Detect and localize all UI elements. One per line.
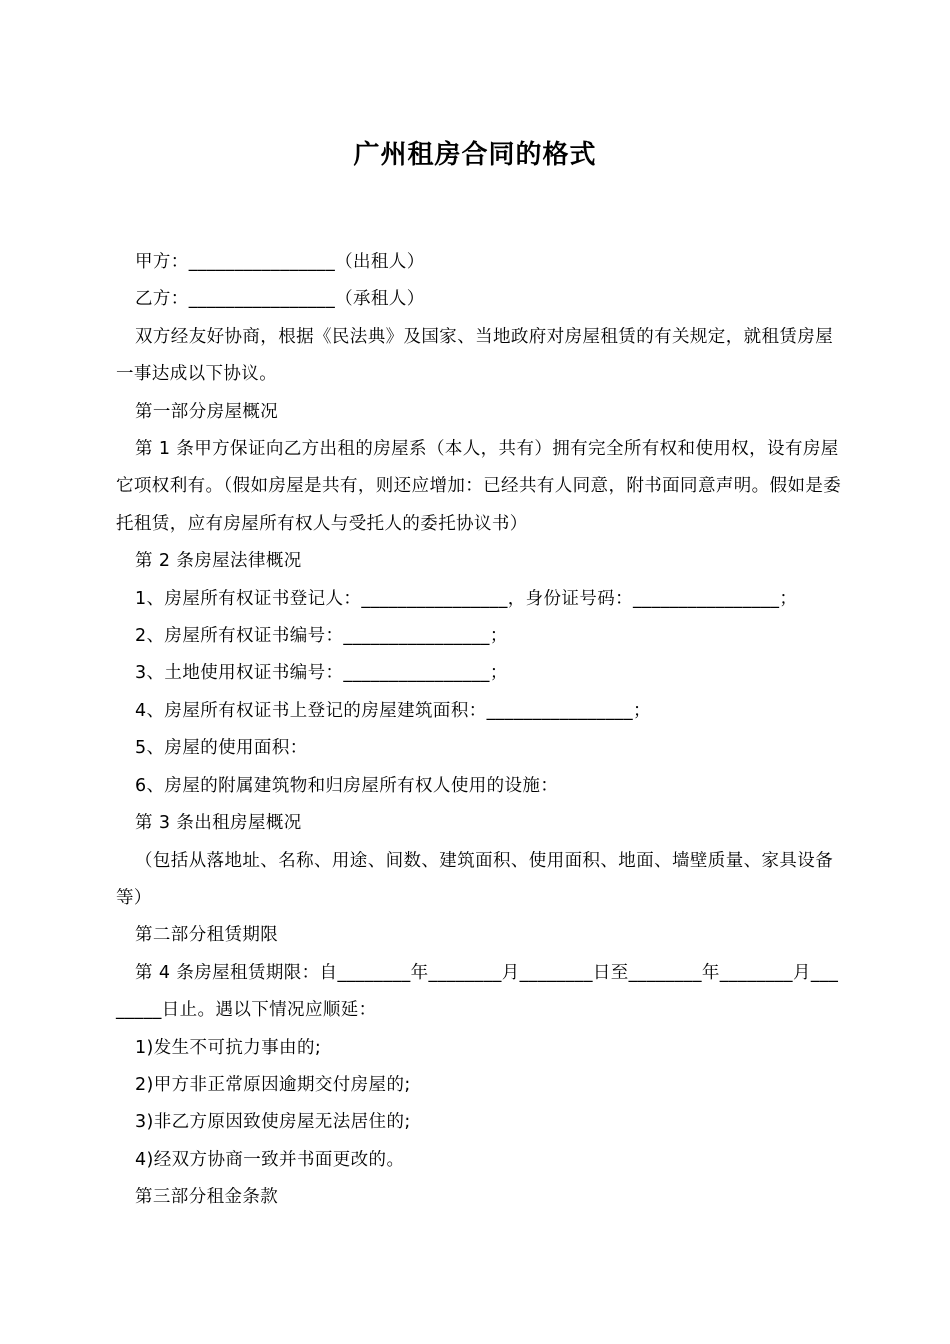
document-title: 广州租房合同的格式 <box>353 140 597 170</box>
article-2-item-3: 3、土地使用权证书编号：________________； <box>135 663 508 684</box>
article-4-case-4: 4)经双方协商一致并书面更改的。 <box>135 1149 405 1170</box>
article-1: 第 1 条甲方保证向乙方出租的房屋系（本人，共有）拥有完全所有权和使用权，设有房屋它项权利有。（假如房屋是共有，则还应增加：已经共有人同意，附书面同意声明。假如是委托租赁，应有房屋所有权人与受托人的委托协议书） <box>116 439 842 534</box>
article-4-case-3: 3)非乙方原因致使房屋无法居住的; <box>135 1112 411 1133</box>
article-2-heading: 第 2 条房屋法律概况 <box>135 551 302 572</box>
section-heading-part-3: 第三部分租金条款 <box>135 1187 279 1208</box>
article-4-case-1: 1)发生不可抗力事由的; <box>135 1037 322 1058</box>
party-a-line: 甲方：________________（出租人） <box>135 252 425 272</box>
article-2-item-5: 5、房屋的使用面积： <box>135 738 308 759</box>
article-2-item-6: 6、房屋的附属建筑物和归房屋所有权人使用的设施： <box>135 775 559 796</box>
article-2-item-2: 2、房屋所有权证书编号：________________； <box>135 626 508 647</box>
section-heading-part-1: 第一部分房屋概况 <box>135 401 279 422</box>
party-b-line: 乙方：________________（承租人） <box>135 289 425 310</box>
article-2-item-1: 1、房屋所有权证书登记人：________________，身份证号码：________________； <box>135 588 798 609</box>
section-heading-part-2: 第二部分租赁期限 <box>135 925 279 946</box>
article-2-item-4: 4、房屋所有权证书上登记的房屋建筑面积：________________； <box>135 700 651 721</box>
document-body <box>116 244 842 1217</box>
article-3-detail: （包括从落地址、名称、用途、间数、建筑面积、使用面积、地面、墙壁质量、家具设备等） <box>116 850 834 908</box>
article-4: 第 4 条房屋租赁期限：自________年________月________日至________年________月________日止。遇以下情况应顺延： <box>116 962 839 1021</box>
article-3-heading: 第 3 条出租房屋概况 <box>135 813 302 834</box>
intro-paragraph: 双方经友好协商，根据《民法典》及国家、当地政府对房屋租赁的有关规定，就租赁房屋一事达成以下协议。 <box>116 326 834 385</box>
article-4-case-2: 2)甲方非正常原因逾期交付房屋的; <box>135 1074 411 1095</box>
